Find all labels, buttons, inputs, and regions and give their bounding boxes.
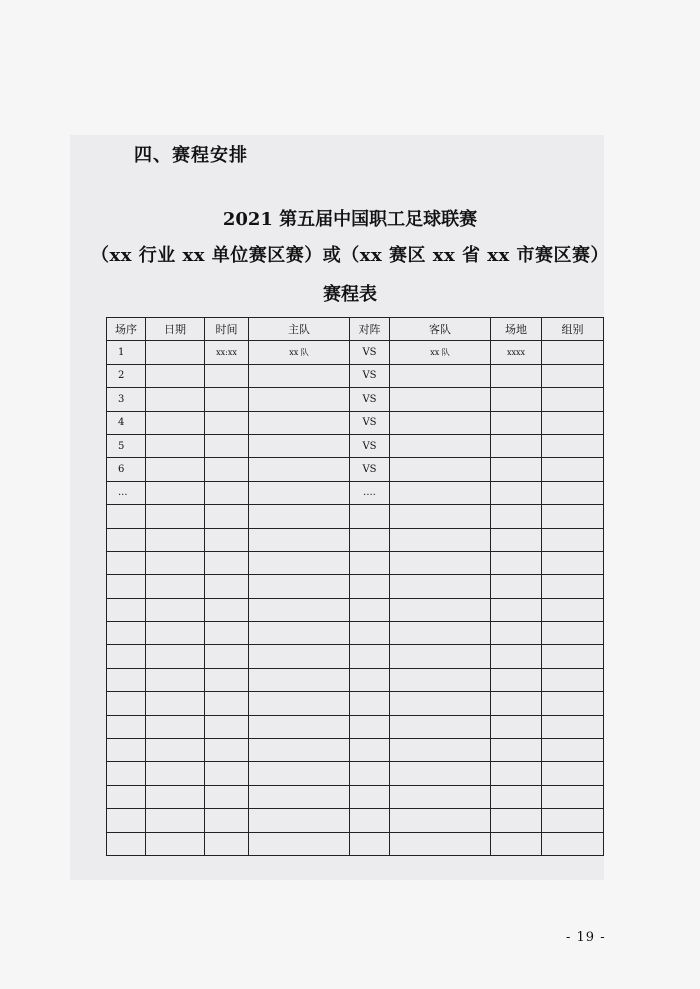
cell-match-no: 1 xyxy=(107,341,146,364)
cell-time xyxy=(205,388,249,411)
cell-venue xyxy=(491,715,542,738)
table-row xyxy=(107,668,604,691)
cell-date xyxy=(146,762,205,785)
cell-home-team xyxy=(249,809,350,832)
cell-match-no: ... xyxy=(107,481,146,504)
cell-group xyxy=(542,762,604,785)
cell-date xyxy=(146,645,205,668)
table-row xyxy=(107,622,604,645)
cell-away-team xyxy=(390,809,491,832)
schedule-title-line-1: 2021 第五届中国职工足球联赛 xyxy=(222,209,478,230)
cell-venue xyxy=(491,809,542,832)
cell-matchup xyxy=(350,832,390,855)
cell-date xyxy=(146,458,205,481)
cell-matchup xyxy=(350,528,390,551)
cell-match-no xyxy=(107,528,146,551)
table-row xyxy=(107,598,604,621)
cell-group xyxy=(542,575,604,598)
cell-group xyxy=(542,645,604,668)
cell-time xyxy=(205,575,249,598)
cell-matchup xyxy=(350,739,390,762)
cell-home-team xyxy=(249,739,350,762)
cell-home-team xyxy=(249,551,350,574)
table-row xyxy=(107,739,604,762)
cell-date xyxy=(146,575,205,598)
cell-home-team xyxy=(249,762,350,785)
schedule-title-line-2: （xx 行业 xx 单位赛区赛）或（xx 赛区 xx 省 xx 市赛区赛） xyxy=(91,245,609,266)
cell-home-team xyxy=(249,528,350,551)
cell-home-team xyxy=(249,575,350,598)
cell-venue xyxy=(491,411,542,434)
cell-matchup xyxy=(350,715,390,738)
cell-date xyxy=(146,341,205,364)
cell-venue xyxy=(491,505,542,528)
cell-away-team xyxy=(390,692,491,715)
table-row xyxy=(107,411,604,434)
cell-date xyxy=(146,692,205,715)
cell-match-no: 4 xyxy=(107,411,146,434)
header-home-team: 主队 xyxy=(249,318,350,341)
table-row xyxy=(107,762,604,785)
cell-venue xyxy=(491,622,542,645)
cell-group xyxy=(542,388,604,411)
cell-date xyxy=(146,528,205,551)
header-date: 日期 xyxy=(146,318,205,341)
header-time: 时间 xyxy=(205,318,249,341)
table-row xyxy=(107,785,604,808)
cell-date xyxy=(146,364,205,387)
cell-venue xyxy=(491,739,542,762)
cell-time xyxy=(205,411,249,434)
table-row xyxy=(107,388,604,411)
cell-away-team xyxy=(390,645,491,668)
cell-group xyxy=(542,809,604,832)
cell-match-no xyxy=(107,505,146,528)
table-row xyxy=(107,575,604,598)
cell-date xyxy=(146,809,205,832)
cell-group xyxy=(542,458,604,481)
cell-time: xx:xx xyxy=(205,341,249,364)
page-number: - 19 - xyxy=(566,930,606,945)
cell-venue xyxy=(491,434,542,457)
cell-group xyxy=(542,622,604,645)
cell-time xyxy=(205,785,249,808)
schedule-table xyxy=(106,317,604,856)
table-row xyxy=(107,809,604,832)
cell-away-team xyxy=(390,832,491,855)
cell-venue xyxy=(491,388,542,411)
cell-group xyxy=(542,692,604,715)
cell-group xyxy=(542,528,604,551)
cell-away-team xyxy=(390,715,491,738)
cell-date xyxy=(146,505,205,528)
table-body xyxy=(107,341,604,856)
cell-venue xyxy=(491,364,542,387)
cell-time xyxy=(205,481,249,504)
cell-matchup xyxy=(350,668,390,691)
table-row xyxy=(107,832,604,855)
cell-date xyxy=(146,715,205,738)
cell-matchup: VS xyxy=(350,411,390,434)
cell-date xyxy=(146,668,205,691)
cell-home-team xyxy=(249,505,350,528)
cell-match-no xyxy=(107,692,146,715)
header-match-no: 场序 xyxy=(107,318,146,341)
cell-matchup xyxy=(350,551,390,574)
table-header-row xyxy=(107,318,604,341)
cell-home-team xyxy=(249,622,350,645)
cell-venue xyxy=(491,551,542,574)
cell-home-team xyxy=(249,458,350,481)
cell-match-no: 3 xyxy=(107,388,146,411)
cell-time xyxy=(205,551,249,574)
cell-group xyxy=(542,551,604,574)
cell-date xyxy=(146,411,205,434)
cell-home-team xyxy=(249,715,350,738)
table-row xyxy=(107,645,604,668)
cell-group xyxy=(542,739,604,762)
cell-venue xyxy=(491,458,542,481)
cell-away-team: xx 队 xyxy=(390,341,491,364)
table-row xyxy=(107,505,604,528)
cell-matchup xyxy=(350,809,390,832)
cell-home-team xyxy=(249,645,350,668)
cell-match-no: 5 xyxy=(107,434,146,457)
cell-venue xyxy=(491,481,542,504)
cell-home-team xyxy=(249,411,350,434)
cell-matchup xyxy=(350,598,390,621)
cell-time xyxy=(205,505,249,528)
cell-away-team xyxy=(390,411,491,434)
cell-home-team xyxy=(249,598,350,621)
cell-group xyxy=(542,341,604,364)
cell-away-team xyxy=(390,785,491,808)
cell-date xyxy=(146,832,205,855)
cell-match-no xyxy=(107,598,146,621)
cell-away-team xyxy=(390,388,491,411)
cell-match-no xyxy=(107,762,146,785)
cell-group xyxy=(542,668,604,691)
cell-group xyxy=(542,785,604,808)
cell-away-team xyxy=(390,505,491,528)
cell-home-team xyxy=(249,785,350,808)
cell-away-team xyxy=(390,434,491,457)
cell-matchup: VS xyxy=(350,434,390,457)
table-row xyxy=(107,528,604,551)
cell-matchup xyxy=(350,505,390,528)
cell-home-team xyxy=(249,692,350,715)
cell-venue xyxy=(491,575,542,598)
cell-time xyxy=(205,528,249,551)
cell-away-team xyxy=(390,458,491,481)
cell-match-no xyxy=(107,809,146,832)
cell-matchup: .... xyxy=(350,481,390,504)
cell-match-no xyxy=(107,715,146,738)
header-venue: 场地 xyxy=(491,318,542,341)
cell-home-team xyxy=(249,434,350,457)
cell-matchup xyxy=(350,622,390,645)
cell-away-team xyxy=(390,575,491,598)
cell-matchup xyxy=(350,692,390,715)
cell-date xyxy=(146,598,205,621)
cell-venue xyxy=(491,528,542,551)
cell-time xyxy=(205,622,249,645)
table-row xyxy=(107,692,604,715)
cell-away-team xyxy=(390,528,491,551)
cell-match-no xyxy=(107,832,146,855)
cell-matchup xyxy=(350,575,390,598)
header-away-team: 客队 xyxy=(390,318,491,341)
cell-home-team xyxy=(249,668,350,691)
cell-date xyxy=(146,388,205,411)
cell-time xyxy=(205,832,249,855)
cell-venue xyxy=(491,785,542,808)
table-row xyxy=(107,364,604,387)
cell-time xyxy=(205,458,249,481)
header-group: 组别 xyxy=(542,318,604,341)
cell-match-no: 2 xyxy=(107,364,146,387)
cell-matchup: VS xyxy=(350,364,390,387)
cell-time xyxy=(205,645,249,668)
cell-match-no xyxy=(107,575,146,598)
cell-home-team xyxy=(249,388,350,411)
cell-time xyxy=(205,598,249,621)
cell-matchup: VS xyxy=(350,458,390,481)
cell-venue xyxy=(491,762,542,785)
cell-time xyxy=(205,809,249,832)
cell-away-team xyxy=(390,364,491,387)
cell-time xyxy=(205,739,249,762)
cell-home-team xyxy=(249,832,350,855)
cell-match-no xyxy=(107,739,146,762)
cell-matchup: VS xyxy=(350,341,390,364)
cell-date xyxy=(146,551,205,574)
cell-time xyxy=(205,692,249,715)
cell-group xyxy=(542,364,604,387)
cell-venue xyxy=(491,692,542,715)
section-heading: 四、赛程安排 xyxy=(134,145,248,166)
cell-group xyxy=(542,715,604,738)
cell-date xyxy=(146,785,205,808)
cell-venue xyxy=(491,832,542,855)
cell-time xyxy=(205,762,249,785)
cell-group xyxy=(542,832,604,855)
cell-away-team xyxy=(390,551,491,574)
cell-time xyxy=(205,668,249,691)
cell-match-no xyxy=(107,668,146,691)
cell-venue xyxy=(491,645,542,668)
cell-matchup xyxy=(350,645,390,668)
cell-match-no xyxy=(107,622,146,645)
cell-group xyxy=(542,505,604,528)
cell-venue xyxy=(491,598,542,621)
cell-time xyxy=(205,715,249,738)
cell-match-no: 6 xyxy=(107,458,146,481)
cell-away-team xyxy=(390,762,491,785)
cell-home-team xyxy=(249,364,350,387)
cell-away-team xyxy=(390,739,491,762)
cell-venue xyxy=(491,668,542,691)
header-matchup: 对阵 xyxy=(350,318,390,341)
table-row xyxy=(107,551,604,574)
cell-home-team xyxy=(249,481,350,504)
cell-away-team xyxy=(390,598,491,621)
cell-date xyxy=(146,481,205,504)
cell-away-team xyxy=(390,622,491,645)
cell-date xyxy=(146,622,205,645)
cell-venue: xxxx xyxy=(491,341,542,364)
cell-matchup xyxy=(350,785,390,808)
cell-home-team: xx 队 xyxy=(249,341,350,364)
cell-time xyxy=(205,434,249,457)
cell-group xyxy=(542,411,604,434)
cell-group xyxy=(542,598,604,621)
cell-away-team xyxy=(390,668,491,691)
table-row xyxy=(107,458,604,481)
cell-match-no xyxy=(107,551,146,574)
table-row xyxy=(107,341,604,364)
schedule-title-line-3: 赛程表 xyxy=(323,284,377,305)
cell-match-no xyxy=(107,645,146,668)
cell-matchup xyxy=(350,762,390,785)
table-row xyxy=(107,715,604,738)
cell-time xyxy=(205,364,249,387)
table-row xyxy=(107,434,604,457)
cell-away-team xyxy=(390,481,491,504)
table-row xyxy=(107,481,604,504)
cell-date xyxy=(146,739,205,762)
cell-group xyxy=(542,481,604,504)
cell-group xyxy=(542,434,604,457)
cell-matchup: VS xyxy=(350,388,390,411)
cell-date xyxy=(146,434,205,457)
cell-match-no xyxy=(107,785,146,808)
